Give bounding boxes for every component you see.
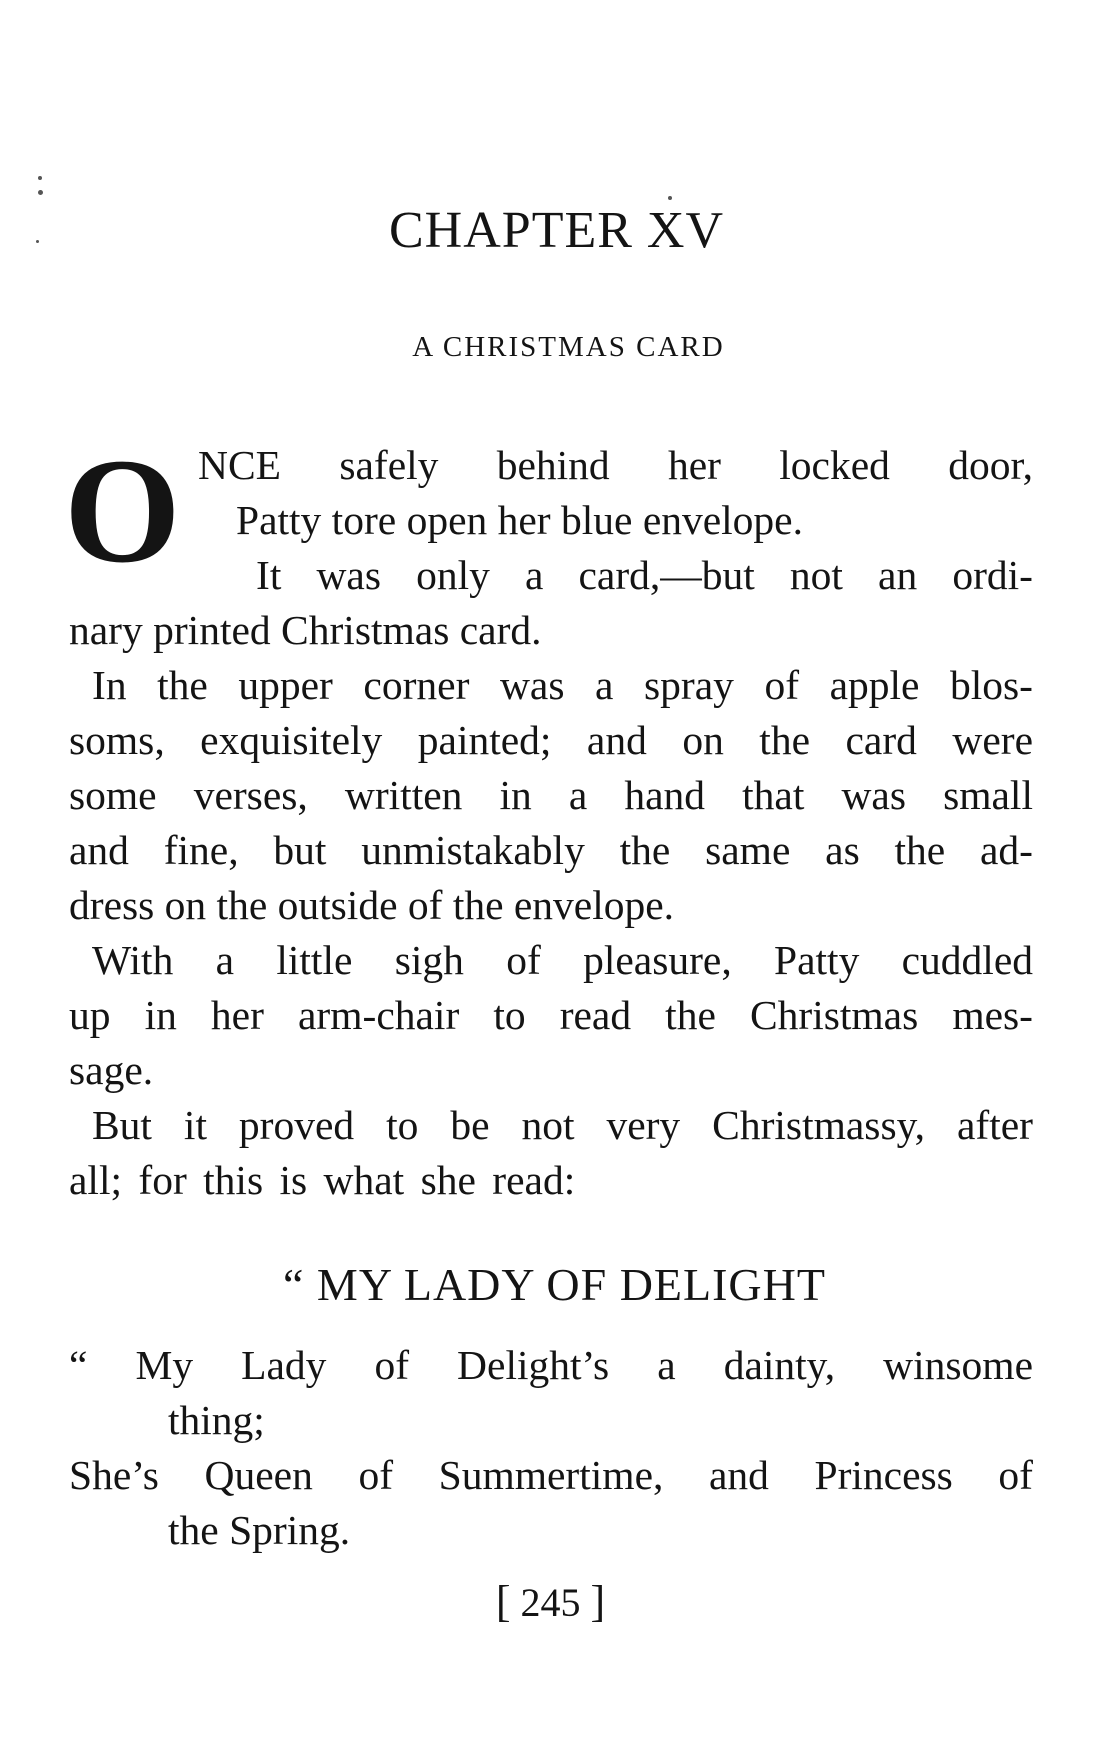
page-number-close-bracket: ] (590, 1577, 606, 1626)
print-speck (38, 190, 43, 195)
chapter-subtitle: A CHRISTMAS CARD (412, 331, 725, 363)
body-line: It was only a card,—but not an ordi- (256, 552, 1033, 598)
body-line: and fine, but unmistakably the same as the ad- (69, 827, 1033, 873)
body-line: But it proved to be not very Christmassy, after (92, 1102, 1033, 1148)
poem-line: the Spring. (168, 1507, 351, 1553)
page-number-value: 245 (520, 1580, 581, 1625)
drop-cap: O (64, 428, 181, 594)
page-number (0, 1577, 1093, 1626)
body-line: nary printed Christmas card. (69, 607, 542, 653)
body-line: sage. (69, 1047, 154, 1093)
print-speck (668, 196, 672, 200)
body-line: soms, exquisitely painted; and on the card were (69, 717, 1033, 763)
poem-line: “ My Lady of Delight’s a dainty, winsome (69, 1342, 1033, 1388)
body-line: up in her arm-chair to read the Christmas mes- (69, 992, 1033, 1038)
body-line: Patty tore open her blue envelope. (236, 497, 803, 543)
poem-title: “ MY LADY OF DELIGHT (283, 1259, 826, 1310)
print-speck (38, 176, 42, 180)
poem-line: thing; (168, 1397, 265, 1443)
body-line: With a little sigh of pleasure, Patty cuddled (92, 937, 1033, 983)
chapter-heading: CHAPTER XV (388, 202, 725, 259)
poem-line: She’s Queen of Summertime, and Princess of (69, 1452, 1033, 1498)
body-line: some verses, written in a hand that was small (69, 772, 1033, 818)
body-line: dress on the outside of the envelope. (69, 882, 675, 928)
body-line: all; for this is what she read: (69, 1157, 576, 1203)
body-line: NCE safely behind her locked door, (198, 442, 1033, 488)
page-number-open-bracket: [ (495, 1577, 511, 1626)
body-line: In the upper corner was a spray of apple blos- (92, 662, 1033, 708)
